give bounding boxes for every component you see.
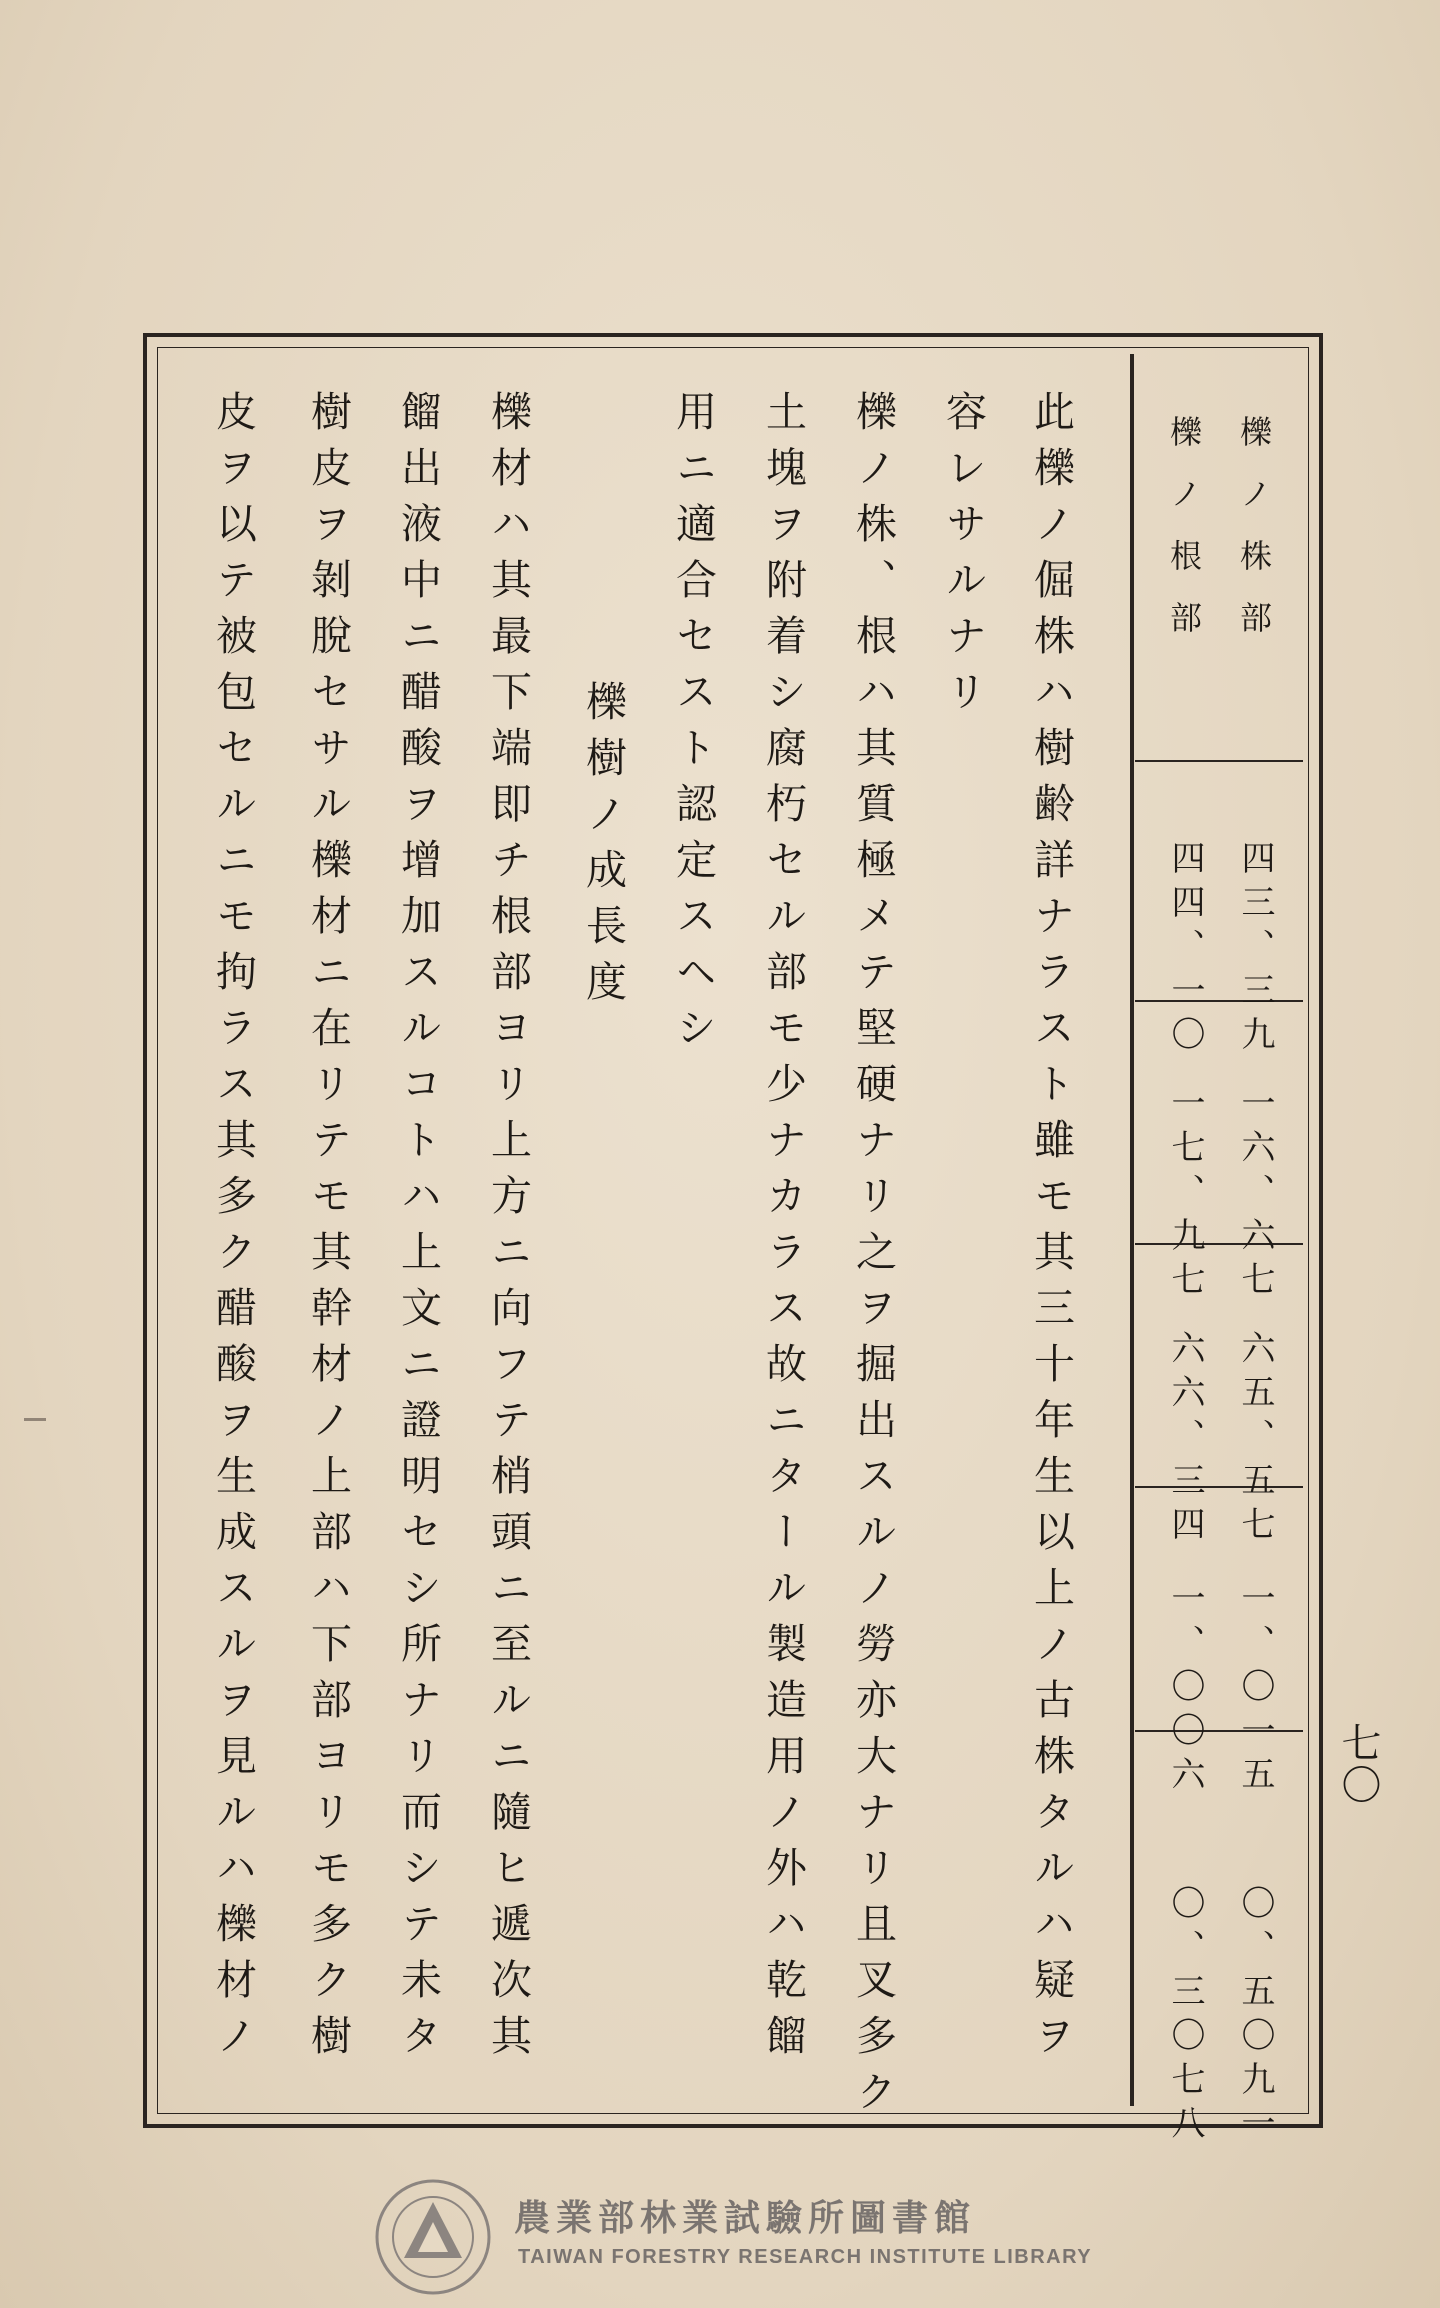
library-seal-icon (374, 2178, 492, 2296)
library-watermark (374, 2178, 1094, 2288)
table-cell: 一六、六七 (1235, 1085, 1275, 1305)
text-column-10: 皮ヲ以テ被包セルニモ拘ラス其多ク醋酸ヲ生成スルヲ見ルハ櫟材ノ (209, 390, 257, 2070)
text-column-9: 樹皮ヲ剝脫セサル櫟材ニ在リテモ其幹材ノ上部ハ下部ヨリモ多ク樹 (304, 390, 352, 2070)
table-header-root: 櫟ノ根部 (1165, 415, 1203, 663)
table-cell: 六五、五七 (1235, 1330, 1275, 1550)
table-cell: 一、〇〇六 (1165, 1580, 1205, 1800)
table-cell: 六六、三四 (1165, 1330, 1205, 1550)
table-cell: 一、〇一五 (1235, 1580, 1275, 1800)
text-column-8: 餾出液中ニ醋酸ヲ增加スルコトハ上文ニ證明セシ所ナリ而シテ未タ (394, 390, 442, 2070)
page-number: 七〇 (1335, 1722, 1381, 1806)
text-column-7: 櫟材ハ其最下端即チ根部ヨリ上方ニ向フテ梢頭ニ至ルニ隨ヒ遞次其 (484, 390, 532, 2070)
text-column-1: 此櫟ノ倔株ハ樹齢詳ナラスト雖モ其三十年生以上ノ古株タルハ疑ヲ (1027, 390, 1075, 2070)
table-header-stump: 櫟ノ株部 (1235, 415, 1273, 663)
table-rule (1135, 1730, 1303, 1732)
table-rule (1135, 760, 1303, 762)
table-rule (1135, 1486, 1303, 1488)
paper-smudge (24, 1418, 46, 1421)
table-divider (1130, 354, 1134, 2106)
table-cell: 一七、九七 (1165, 1085, 1205, 1305)
text-column-2: 容レサルナリ (939, 390, 987, 726)
text-column-3: 櫟ノ株、根ハ其質極メテ堅硬ナリ之ヲ掘出スルノ勞亦大ナリ且叉多ク (849, 390, 897, 2126)
table-rule (1135, 1243, 1303, 1245)
library-name: 農業部林業試驗所圖書館 (514, 2198, 977, 2239)
library-name-english: TAIWAN FORESTRY RESEARCH INSTITUTE LIBRARY (518, 2246, 1093, 2268)
table-cell: 四三、三九 (1235, 840, 1275, 1060)
text-column-4: 土塊ヲ附着シ腐朽セル部モ少ナカラス故ニタール製造用ノ外ハ乾餾 (759, 390, 807, 2070)
table-cell: 〇、五〇九一 (1235, 1885, 1275, 2149)
table-cell: 〇、三〇七八 (1165, 1885, 1205, 2149)
text-column-5: 用ニ適合セスト認定スヘシ (669, 390, 717, 1062)
table-rule (1135, 1000, 1303, 1002)
table-cell: 四四、一〇 (1165, 840, 1205, 1060)
section-heading: 櫟樹ノ成長度 (579, 680, 627, 1016)
